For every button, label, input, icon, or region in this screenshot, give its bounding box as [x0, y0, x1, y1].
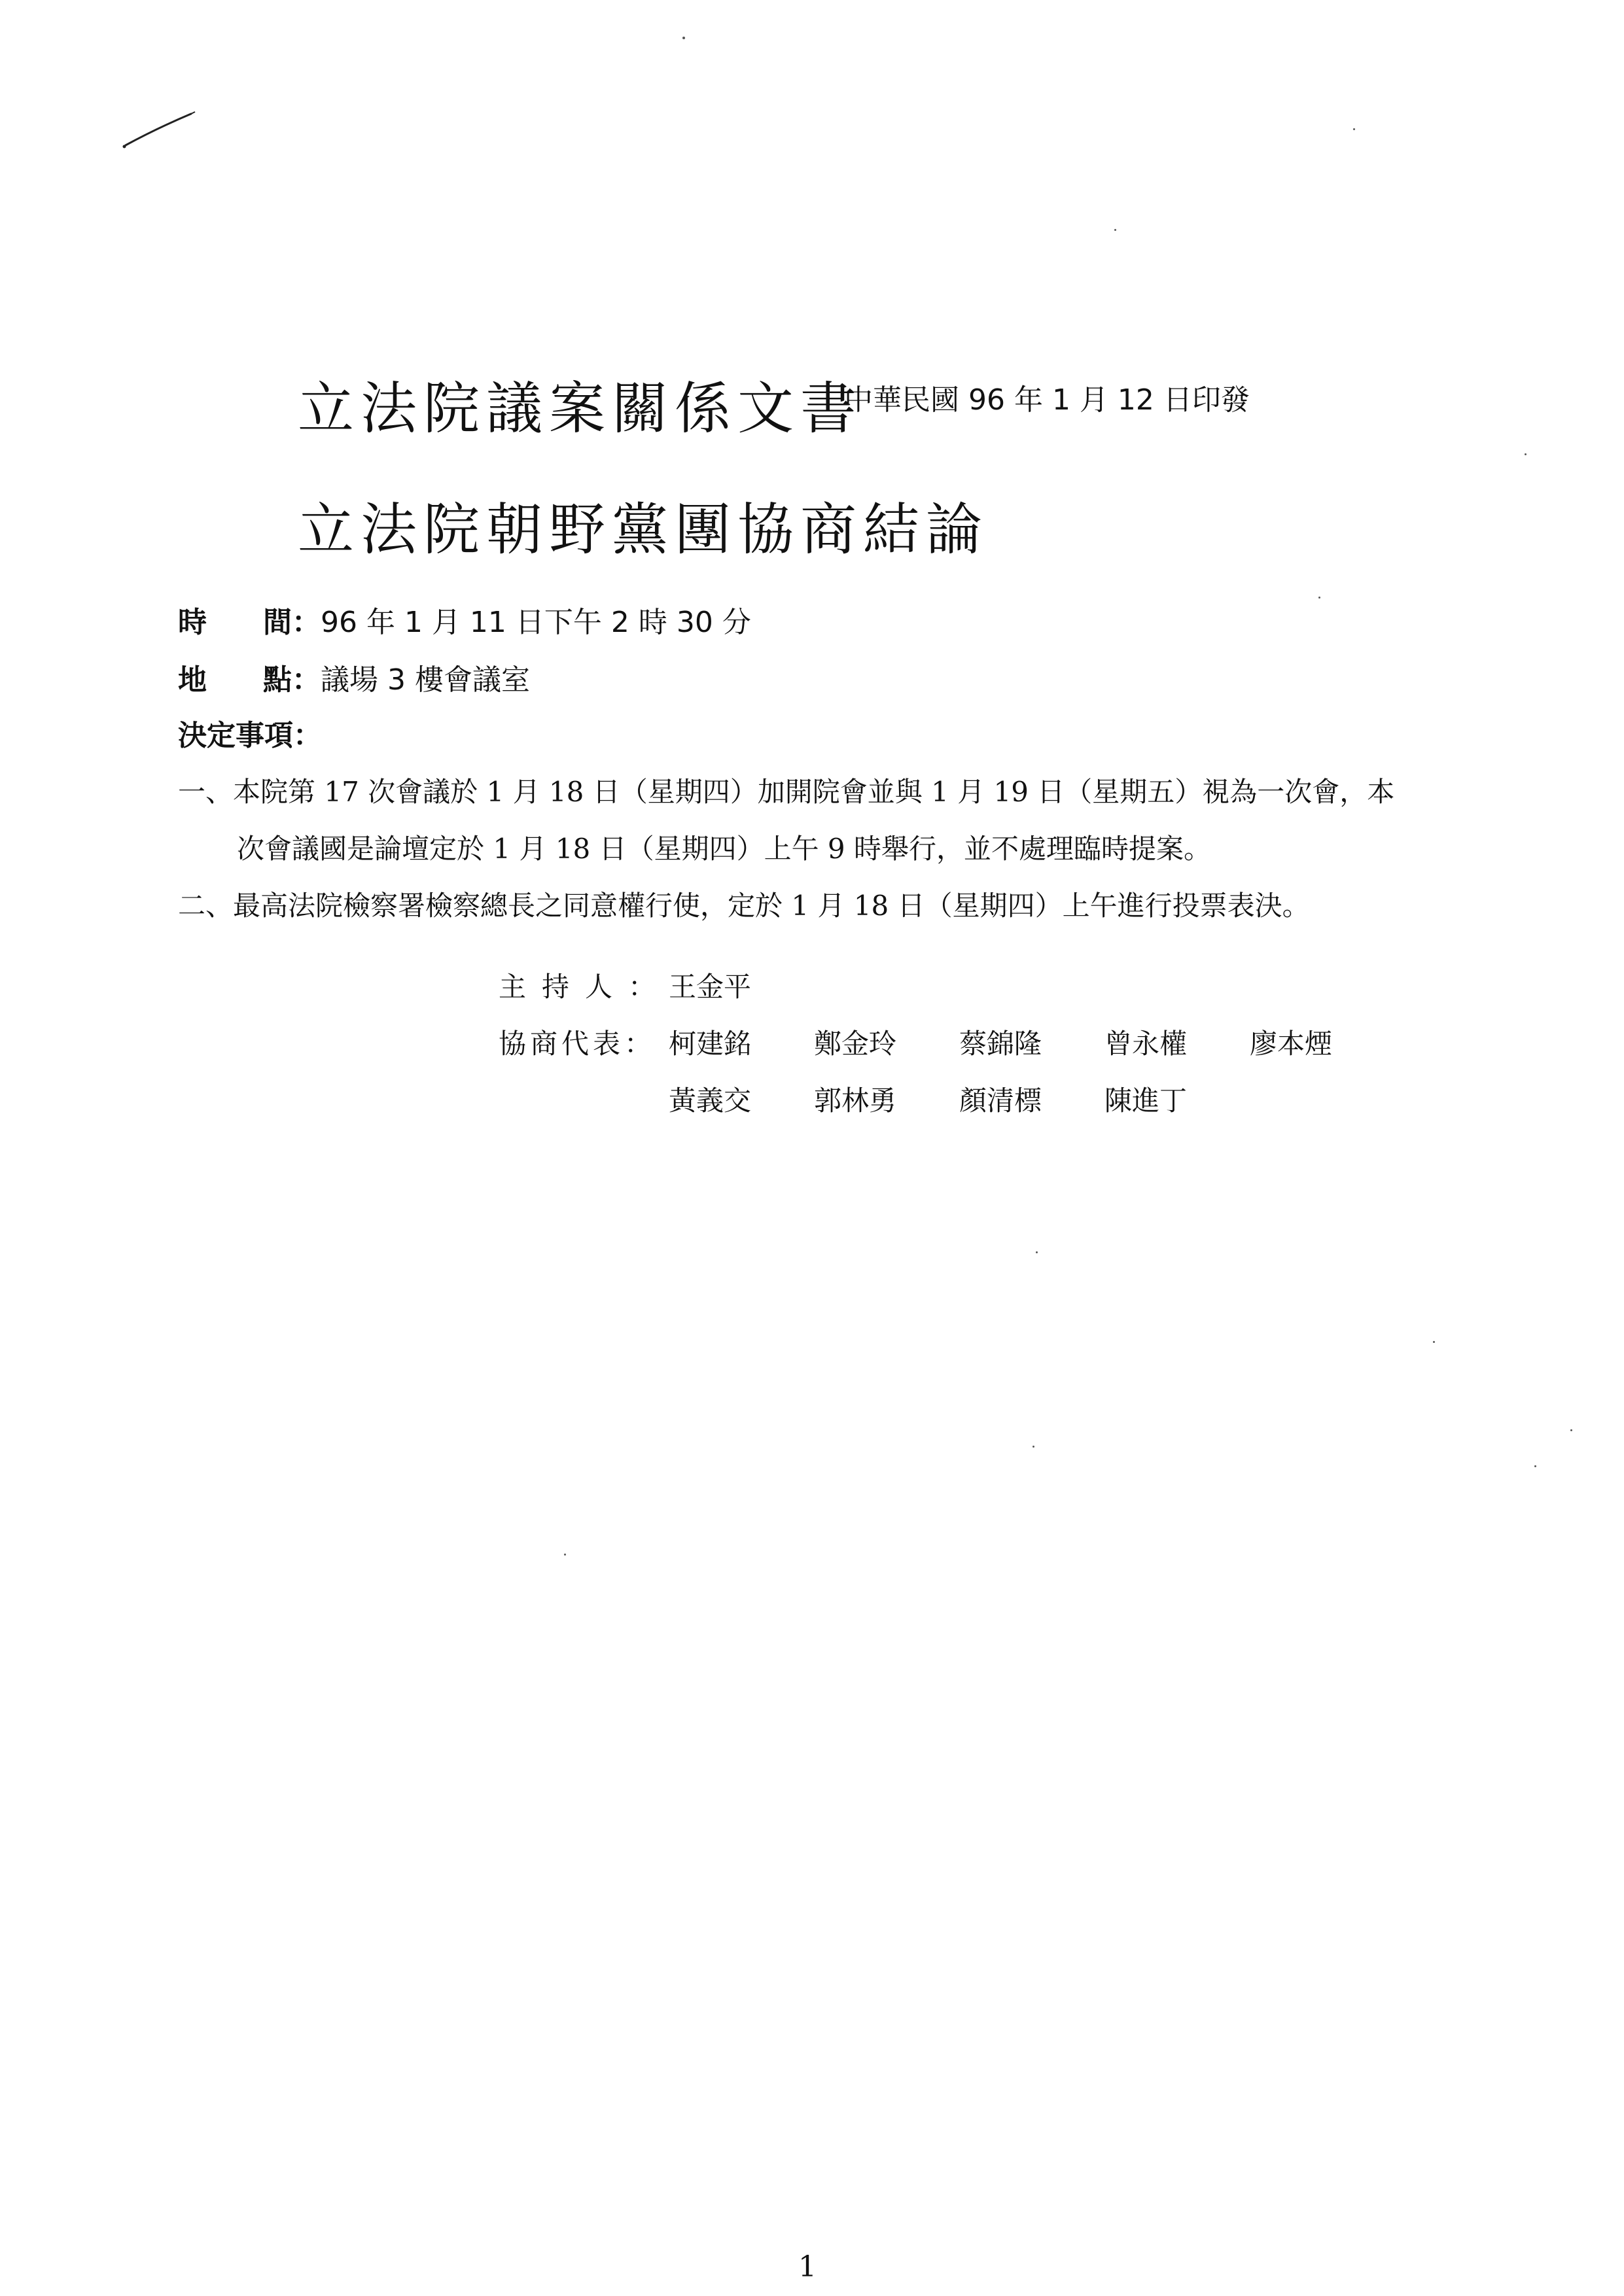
representative-name: 黃義交	[669, 1085, 752, 1117]
issue-date: 中華民國 96 年 1 月 12 日印發	[844, 383, 1250, 417]
decision-item-2: 二、最高法院檢察署檢察總長之同意權行使，定於 1 月 18 日（星期四）上午進行投票表決。	[178, 890, 1310, 922]
decision-item-1-line-2: 次會議國是論壇定於 1 月 18 日（星期四）上午 9 時舉行，並不處理臨時提案。	[237, 833, 1211, 865]
scan-speck	[564, 1554, 566, 1556]
scan-speck	[682, 37, 685, 39]
representative-name: 廖本煙	[1250, 1028, 1333, 1060]
place-label-2: 點：	[263, 663, 321, 697]
host-label: 主持人：	[499, 971, 672, 1003]
decision-item-1-line-1: 一、本院第 17 次會議於 1 月 18 日（星期四）加開院會並與 1 月 19 日（星期五）視為一次會，本	[178, 776, 1395, 808]
field-place	[178, 656, 530, 698]
time-label-1: 時	[178, 606, 207, 639]
page-number: 1	[798, 2250, 817, 2284]
scan-speck	[1036, 1251, 1038, 1253]
scan-speck	[1114, 229, 1116, 231]
representative-name: 鄭金玲	[814, 1028, 897, 1060]
document-type-title: 立法院議案關係文書	[298, 376, 863, 442]
time-label-2: 間：	[263, 606, 321, 639]
scan-speck	[1433, 1341, 1435, 1343]
scan-speck	[1525, 453, 1527, 455]
scan-speck	[1033, 1446, 1034, 1448]
place-label-1: 地	[178, 663, 207, 697]
representative-name: 郭林勇	[814, 1085, 897, 1117]
decisions-heading: 決定事項：	[178, 719, 322, 752]
representatives-label: 協商代表：	[499, 1028, 656, 1060]
host-name: 王金平	[669, 971, 752, 1003]
place-value: 議場 3 樓會議室	[321, 663, 530, 697]
scan-speck	[1318, 597, 1320, 599]
representative-name: 曾永權	[1104, 1028, 1188, 1060]
field-time	[178, 599, 751, 640]
scan-speck	[1534, 1465, 1536, 1467]
document-subtitle: 立法院朝野黨團協商結論	[298, 497, 989, 563]
representative-name: 顏清標	[959, 1085, 1042, 1117]
representative-name: 蔡錦隆	[959, 1028, 1042, 1060]
scan-speck	[1353, 128, 1355, 130]
time-value: 96 年 1 月 11 日下午 2 時 30 分	[321, 606, 751, 639]
representative-name: 陳進丁	[1104, 1085, 1188, 1117]
scan-speck	[1570, 1429, 1572, 1431]
pen-mark-scribble	[118, 105, 203, 164]
representative-name: 柯建銘	[669, 1028, 752, 1060]
